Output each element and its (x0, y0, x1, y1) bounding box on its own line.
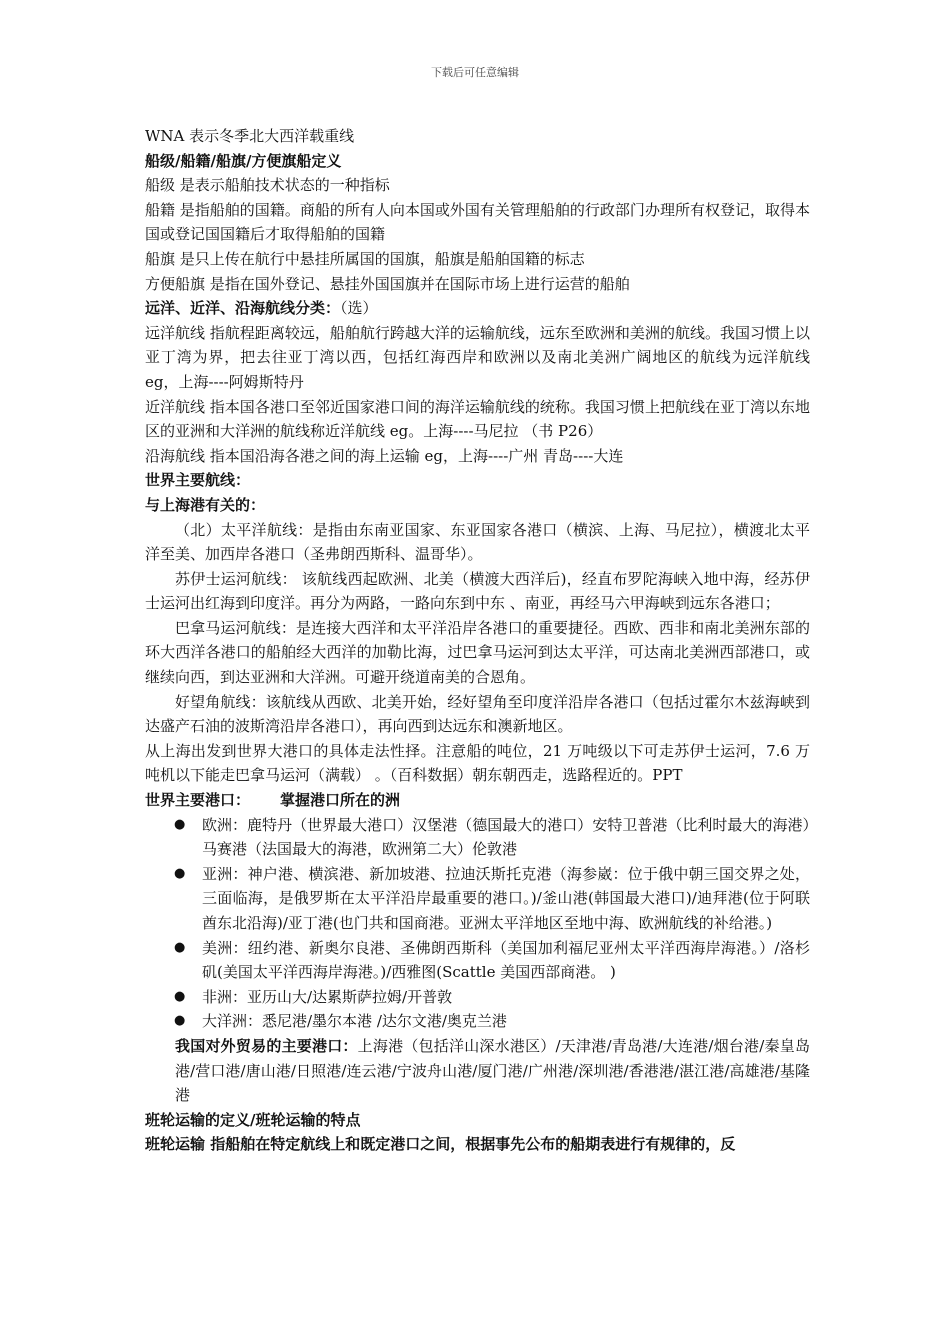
world-ports-title: 世界主要港口： (145, 791, 251, 810)
list-item-text: 美洲：纽约港、新奥尔良港、圣佛朗西斯科（美国加利福尼亚州太平洋西海岸海港。）/洛杉矶(美国太平洋西海岸海港。)/西雅图(Scattle 美国西部商港。 ) (202, 938, 810, 982)
paragraph-panama-route: 巴拿马运河航线：是连接大西洋和太平洋沿岸各港口的重要捷径。西欧、西非和南北美洲东部的环大西洋各港口的船舶经大西洋的加勒比海，过巴拿马运河到达太平洋，可达南北美洲西部港口，或继续向西，到达亚洲和大洋洲。可避开绕道南美的合恩角。 (145, 618, 810, 687)
china-ports-text: 上海港（包括洋山深水港区）/天津港/青岛港/大连港/烟台港/秦皇岛港/营口港/唐山港/日照港/连云港/宁波舟山港/厦门港/广州港/深圳港/香港港/湛江港/高雄港/基隆港 (175, 1036, 810, 1105)
bullet-icon: ● (174, 939, 186, 955)
paragraph-pacific-route: （北）太平洋航线：是指由东南亚国家、东亚国家各港口（横滨、上海、马尼拉），横渡北太平洋至美、加西岸各港口（圣弗朗西斯科、温哥华）。 (145, 520, 810, 564)
heading-ship-definitions: 船级/船籍/船旗/方便旗船定义 (145, 151, 342, 170)
list-item-text: 非洲：亚历山大/达累斯萨拉姆/开普敦 (202, 987, 453, 1006)
heading-world-ports (145, 788, 810, 813)
paragraph-flag-of-convenience: 方便船旗 是指在国外登记、悬挂外国国旗并在国际市场上进行运营的船舶 (145, 274, 630, 293)
bullet-icon: ● (174, 1013, 186, 1029)
route-classification-note: （选） (340, 299, 378, 318)
world-ports-subtitle: 掌握港口所在的洲 (280, 791, 401, 810)
paragraph-route-choice: 从上海出发到世界大港口的具体走法性择。注意船的吨位，21 万吨级以下可走苏伊士运河，7.6 万吨机以下能走巴拿马运河（满载） 。（百科数据）朝东朝西走，选路程近的。PPT (145, 741, 810, 785)
paragraph-liner-definition: 班轮运输 指船舶在特定航线上和既定港口之间，根据事先公布的船期表进行有规律的，反 (145, 1135, 736, 1154)
list-item-europe (145, 813, 810, 862)
paragraph-ocean-route: 远洋航线 指航程距离较远，船舶航行跨越大洋的运输航线，远东至欧洲和美洲的航线。我国习惯上以亚丁湾为界，把去往亚丁湾以西，包括红海西岸和欧洲以及南北美洲广阔地区的航线为远洋航线 eg，上海----阿姆斯特丹 (145, 323, 810, 391)
paragraph-china-ports (145, 1034, 810, 1108)
document-body (145, 124, 810, 1157)
bullet-icon: ● (174, 988, 186, 1004)
paragraph-wna: WNA 表示冬季北大西洋载重线 (145, 127, 355, 145)
list-item-america (145, 936, 810, 985)
list-item-oceania (145, 1009, 810, 1034)
paragraph-coastal-route: 沿海航线 指本国沿海各港之间的海上运输 eg，上海----广州 青岛----大连 (145, 446, 624, 465)
list-item-asia (145, 862, 810, 936)
heading-liner-shipping: 班轮运输的定义/班轮运输的特点 (145, 1110, 361, 1129)
paragraph-near-sea-route: 近洋航线 指本国各港口至邻近国家港口间的海洋运输航线的统称。我国习惯上把航线在亚丁湾以东地区的亚洲和大洋洲的航线称近洋航线 eg。上海----马尼拉 （书 P26） (145, 397, 810, 441)
route-classification-title: 远洋、近洋、沿海航线分类： (145, 299, 341, 318)
paragraph-ship-flag: 船旗 是只上传在航行中悬挂所属国的国旗，船旗是船舶国籍的标志 (145, 249, 585, 268)
bullet-icon: ● (174, 816, 186, 832)
paragraph-ship-class: 船级 是表示船舶技术状态的一种指标 (145, 176, 390, 195)
page-header: 下载后可任意编辑 (431, 66, 519, 79)
paragraph-cape-route: 好望角航线：该航线从西欧、北美开始，经好望角至印度洋沿岸各港口（包括过霍尔木兹海峡到达盛产石油的波斯湾沿岸各港口），再向西到达远东和澳新地区。 (145, 692, 810, 736)
heading-world-routes: 世界主要航线： (145, 471, 251, 490)
china-ports-label: 我国对外贸易的主要港口： (175, 1036, 358, 1055)
heading-shanghai-related: 与上海港有关的： (145, 495, 266, 514)
heading-route-classification (145, 296, 810, 321)
list-item-africa (145, 985, 810, 1010)
list-item-text: 欧洲：鹿特丹（世界最大港口）汉堡港（德国最大的港口）安特卫普港（比利时最大的海港）马赛港（法国最大的海港，欧洲第二大）伦敦港 (202, 815, 810, 859)
list-item-text: 大洋洲：悉尼港/墨尔本港 /达尔文港/奥克兰港 (202, 1012, 507, 1031)
paragraph-suez-route: 苏伊士运河航线： 该航线西起欧洲、北美（横渡大西洋后)，经直布罗陀海峡入地中海，经苏伊士运河出红海到印度洋。再分为两路，一路向东到中东 、南亚，再经马六甲海峡到远东各港口； (145, 569, 810, 613)
list-item-text: 亚洲：神户港、横滨港、新加坡港、拉迪沃斯托克港（海参崴：位于俄中朝三国交界之处，三面临海，是俄罗斯在太平洋沿岸最重要的港口。)/釜山港(韩国最大港口)/迪拜港(位于阿联酋东北沿海)/亚丁港(也门共和国商港。亚洲太平洋地区至地中海、欧洲航线的补给港。) (202, 864, 810, 932)
paragraph-ship-nationality: 船籍 是指船舶的国籍。商船的所有人向本国或外国有关管理船舶的行政部门办理所有权登记，取得本国或登记国国籍后才取得船舶的国籍 (145, 200, 810, 244)
bullet-icon: ● (174, 865, 186, 881)
